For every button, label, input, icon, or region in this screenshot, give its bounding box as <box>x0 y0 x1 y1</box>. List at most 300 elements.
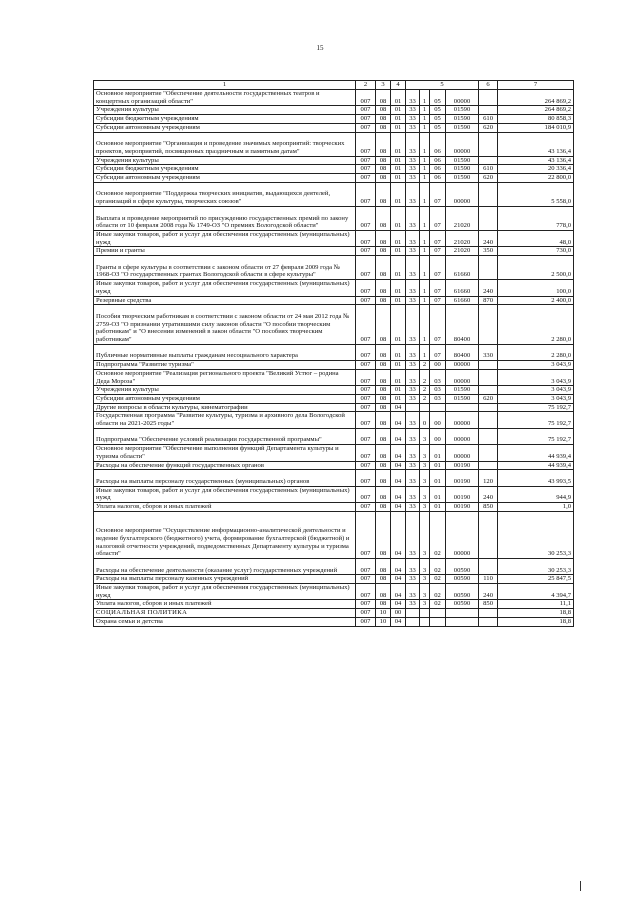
cell-section: 08 <box>376 600 391 609</box>
cell-subprogram: 2 <box>420 386 430 395</box>
cell-amount: 264 869,2 <box>498 106 574 115</box>
cell-section: 08 <box>376 575 391 584</box>
cell-subsection: 01 <box>391 230 406 246</box>
cell-expense-type <box>479 609 498 618</box>
table-row <box>94 428 574 444</box>
cell-direction: 00190 <box>446 503 479 512</box>
cell-amount: 20 336,4 <box>498 165 574 174</box>
cell-subprogram: 3 <box>420 503 430 512</box>
cell-section: 10 <box>376 609 391 618</box>
cell-measure <box>430 609 446 618</box>
cell-amount: 75 192,7 <box>498 403 574 412</box>
cell-subsection: 04 <box>391 486 406 502</box>
cell-program: 33 <box>406 156 420 165</box>
row-name: Другие вопросы в области культуры, кинематографии <box>94 403 356 412</box>
cell-subprogram: 1 <box>420 230 430 246</box>
cell-program: 33 <box>406 386 420 395</box>
cell-section: 08 <box>376 558 391 574</box>
table-row <box>94 584 574 600</box>
cell-amount: 75 192,7 <box>498 412 574 428</box>
table-row <box>94 609 574 618</box>
cell-ministry: 007 <box>356 369 376 385</box>
cell-program: 33 <box>406 361 420 370</box>
cell-amount: 18,8 <box>498 617 574 626</box>
cell-ministry: 007 <box>356 361 376 370</box>
cell-amount: 3 043,9 <box>498 394 574 403</box>
cell-expense-type <box>479 445 498 461</box>
cell-program: 33 <box>406 470 420 486</box>
cell-expense-type: 610 <box>479 165 498 174</box>
table-row <box>94 461 574 470</box>
row-name: Основное мероприятие "Организация и проведение значимых мероприятий: творческих проектов, мероприятий, посвященных праздничным и памятным датам" <box>94 132 356 156</box>
row-name: Основное мероприятие "Реализация регионального проекта "Великий Устюг – родина Деда Мороза" <box>94 369 356 385</box>
cell-subsection: 01 <box>391 369 406 385</box>
cell-amount: 11,1 <box>498 600 574 609</box>
cell-section: 08 <box>376 403 391 412</box>
cell-expense-type <box>479 428 498 444</box>
cell-amount: 1,0 <box>498 503 574 512</box>
cell-measure: 01 <box>430 486 446 502</box>
cell-measure: 03 <box>430 394 446 403</box>
cell-ministry: 007 <box>356 106 376 115</box>
cell-direction: 80400 <box>446 305 479 345</box>
cell-subsection: 01 <box>391 182 406 206</box>
table-row <box>94 305 574 345</box>
cell-program <box>406 617 420 626</box>
cell-program: 33 <box>406 486 420 502</box>
cell-section: 08 <box>376 445 391 461</box>
cell-program: 33 <box>406 280 420 296</box>
cell-subsection: 01 <box>391 247 406 256</box>
cell-subprogram: 1 <box>420 182 430 206</box>
cell-measure: 06 <box>430 165 446 174</box>
cell-ministry: 007 <box>356 174 376 183</box>
cell-measure: 05 <box>430 106 446 115</box>
cell-amount: 3 043,9 <box>498 386 574 395</box>
cell-subsection: 04 <box>391 403 406 412</box>
cell-subsection: 01 <box>391 132 406 156</box>
cell-expense-type: 350 <box>479 247 498 256</box>
cell-ministry: 007 <box>356 165 376 174</box>
cell-section: 08 <box>376 461 391 470</box>
cell-section: 08 <box>376 123 391 132</box>
row-name: Основное мероприятие "Обеспечение выполнения функций Департамента культуры и туризма области" <box>94 445 356 461</box>
cell-direction: 00000 <box>446 182 479 206</box>
cell-subprogram: 1 <box>420 106 430 115</box>
table-row <box>94 511 574 558</box>
cell-amount: 75 192,7 <box>498 428 574 444</box>
cell-subsection: 01 <box>391 305 406 345</box>
cell-section: 08 <box>376 106 391 115</box>
table-row <box>94 394 574 403</box>
cell-ministry: 007 <box>356 386 376 395</box>
cell-amount: 43 993,5 <box>498 470 574 486</box>
cell-measure: 07 <box>430 280 446 296</box>
header-cell: 1 <box>94 81 356 90</box>
cell-subsection: 04 <box>391 503 406 512</box>
cell-program: 33 <box>406 428 420 444</box>
cell-expense-type <box>479 206 498 230</box>
cell-subprogram: 1 <box>420 90 430 106</box>
table-row <box>94 412 574 428</box>
cell-program: 33 <box>406 230 420 246</box>
cell-expense-type <box>479 156 498 165</box>
cell-subsection: 01 <box>391 206 406 230</box>
cell-measure: 07 <box>430 344 446 360</box>
cell-subsection: 04 <box>391 412 406 428</box>
cell-subprogram: 3 <box>420 461 430 470</box>
cell-subprogram: 3 <box>420 558 430 574</box>
cell-amount: 3 043,9 <box>498 369 574 385</box>
cell-direction: 01590 <box>446 174 479 183</box>
cell-program: 33 <box>406 558 420 574</box>
cell-ministry: 007 <box>356 296 376 305</box>
cell-subprogram: 3 <box>420 428 430 444</box>
cell-ministry: 007 <box>356 344 376 360</box>
table-row <box>94 617 574 626</box>
cell-subsection: 01 <box>391 394 406 403</box>
cell-direction: 00190 <box>446 470 479 486</box>
cell-section: 08 <box>376 90 391 106</box>
cell-amount: 43 136,4 <box>498 156 574 165</box>
cell-amount: 184 010,9 <box>498 123 574 132</box>
cell-amount: 44 939,4 <box>498 445 574 461</box>
cell-ministry: 007 <box>356 280 376 296</box>
cell-program: 33 <box>406 247 420 256</box>
table-row <box>94 403 574 412</box>
budget-table <box>93 80 574 627</box>
cell-amount: 30 253,3 <box>498 558 574 574</box>
cell-measure: 06 <box>430 132 446 156</box>
cell-program: 33 <box>406 132 420 156</box>
cell-measure: 02 <box>430 558 446 574</box>
cell-program: 33 <box>406 115 420 124</box>
cell-program: 33 <box>406 206 420 230</box>
table-row <box>94 182 574 206</box>
cell-measure <box>430 617 446 626</box>
row-name: Основное мероприятие "Поддержка творческих инициатив, выдающихся деятелей, организаций в сфере культуры, творческих союзов" <box>94 182 356 206</box>
cell-amount: 30 253,3 <box>498 511 574 558</box>
cell-expense-type <box>479 361 498 370</box>
cell-program: 33 <box>406 503 420 512</box>
cell-measure: 00 <box>430 361 446 370</box>
cell-amount: 44 939,4 <box>498 461 574 470</box>
row-name: Учреждения культуры <box>94 386 356 395</box>
cell-subprogram: 2 <box>420 361 430 370</box>
cell-section: 08 <box>376 305 391 345</box>
cell-direction: 21020 <box>446 247 479 256</box>
cell-measure <box>430 403 446 412</box>
cell-measure: 07 <box>430 296 446 305</box>
cell-ministry: 007 <box>356 445 376 461</box>
cell-subprogram: 1 <box>420 305 430 345</box>
header-cell: 7 <box>498 81 574 90</box>
cell-subprogram: 1 <box>420 165 430 174</box>
cell-section: 08 <box>376 280 391 296</box>
cell-subprogram <box>420 609 430 618</box>
cell-section: 08 <box>376 256 391 280</box>
cell-program: 33 <box>406 511 420 558</box>
cell-program: 33 <box>406 305 420 345</box>
cell-measure: 03 <box>430 386 446 395</box>
cell-direction: 00000 <box>446 369 479 385</box>
row-name: Подпрограмма "Развитие туризма" <box>94 361 356 370</box>
cell-direction: 00000 <box>446 412 479 428</box>
cell-amount: 18,8 <box>498 609 574 618</box>
cell-measure: 01 <box>430 470 446 486</box>
cell-ministry: 007 <box>356 412 376 428</box>
cell-subsection: 04 <box>391 461 406 470</box>
cell-measure: 07 <box>430 247 446 256</box>
cell-measure: 05 <box>430 123 446 132</box>
cell-section: 08 <box>376 470 391 486</box>
cell-amount: 80 858,3 <box>498 115 574 124</box>
row-name: Иные закупки товаров, работ и услуг для обеспечения государственных (муниципальных) нужд <box>94 486 356 502</box>
cell-subprogram <box>420 403 430 412</box>
row-name: Публичные нормативные выплаты гражданам несоциального характера <box>94 344 356 360</box>
cell-expense-type <box>479 132 498 156</box>
cell-ministry: 007 <box>356 305 376 345</box>
cell-ministry: 007 <box>356 230 376 246</box>
row-name: Уплата налогов, сборов и иных платежей <box>94 600 356 609</box>
cell-program: 33 <box>406 369 420 385</box>
cell-subprogram: 1 <box>420 344 430 360</box>
cell-subsection: 00 <box>391 609 406 618</box>
cell-measure: 02 <box>430 511 446 558</box>
cell-expense-type <box>479 461 498 470</box>
table-row <box>94 106 574 115</box>
cell-program: 33 <box>406 394 420 403</box>
cell-subprogram: 3 <box>420 470 430 486</box>
cell-subprogram: 1 <box>420 247 430 256</box>
cell-expense-type <box>479 369 498 385</box>
cell-expense-type: 330 <box>479 344 498 360</box>
cell-expense-type <box>479 511 498 558</box>
cell-program: 33 <box>406 600 420 609</box>
cell-program: 33 <box>406 182 420 206</box>
cell-direction: 61660 <box>446 296 479 305</box>
cell-direction <box>446 617 479 626</box>
row-name: Пособия творческим работникам в соответствии с законом области от 24 мая 2012 года № 2759-ОЗ "О признании утратившими силу законов области "О пособии творческим работникам" и "О внесении изменений в закон области "О пособиях творческим работникам" <box>94 305 356 345</box>
cell-expense-type <box>479 403 498 412</box>
row-name: СОЦИАЛЬНАЯ ПОЛИТИКА <box>94 609 356 618</box>
cell-amount: 22 800,0 <box>498 174 574 183</box>
cell-direction: 61660 <box>446 280 479 296</box>
cell-ministry: 007 <box>356 584 376 600</box>
cell-section: 08 <box>376 503 391 512</box>
cell-ministry: 007 <box>356 503 376 512</box>
cell-program: 33 <box>406 165 420 174</box>
cell-amount: 2 500,0 <box>498 256 574 280</box>
row-name: Расходы на обеспечение функций государственных органов <box>94 461 356 470</box>
cell-section: 08 <box>376 132 391 156</box>
cell-subsection: 01 <box>391 165 406 174</box>
cell-direction <box>446 403 479 412</box>
row-name: Государственная программа "Развитие культуры, туризма и архивного дела Вологодской области на 2021-2025 годы" <box>94 412 356 428</box>
cell-measure: 02 <box>430 600 446 609</box>
cell-subprogram: 1 <box>420 156 430 165</box>
table-row <box>94 132 574 156</box>
cell-direction: 61660 <box>446 256 479 280</box>
cell-subsection: 01 <box>391 156 406 165</box>
cell-measure: 05 <box>430 90 446 106</box>
cell-subprogram: 1 <box>420 296 430 305</box>
cell-program: 33 <box>406 296 420 305</box>
table-row <box>94 600 574 609</box>
cell-program: 33 <box>406 90 420 106</box>
header-row <box>94 81 574 90</box>
cell-measure: 02 <box>430 584 446 600</box>
cell-direction: 01590 <box>446 386 479 395</box>
cell-section: 08 <box>376 156 391 165</box>
cell-subsection: 01 <box>391 296 406 305</box>
row-name: Выплата и проведение мероприятий по присуждению государственных премий по закону области от 10 февраля 2008 года № 1749-ОЗ "О премиях Вологодской области" <box>94 206 356 230</box>
cell-ministry: 007 <box>356 132 376 156</box>
cell-program <box>406 403 420 412</box>
cell-subprogram: 1 <box>420 206 430 230</box>
table-row <box>94 575 574 584</box>
cell-amount: 3 043,9 <box>498 361 574 370</box>
cell-subsection: 04 <box>391 511 406 558</box>
cell-ministry: 007 <box>356 256 376 280</box>
cell-ministry: 007 <box>356 461 376 470</box>
header-cell: 3 <box>376 81 391 90</box>
table-row <box>94 296 574 305</box>
cell-expense-type <box>479 256 498 280</box>
cell-subsection: 04 <box>391 445 406 461</box>
cell-subsection: 04 <box>391 575 406 584</box>
cell-ministry: 007 <box>356 617 376 626</box>
cell-section: 08 <box>376 344 391 360</box>
cell-direction: 00590 <box>446 575 479 584</box>
cell-measure: 07 <box>430 305 446 345</box>
cell-section: 08 <box>376 394 391 403</box>
cell-subsection: 01 <box>391 361 406 370</box>
cell-subsection: 04 <box>391 584 406 600</box>
cell-direction: 00590 <box>446 600 479 609</box>
cell-direction: 01590 <box>446 165 479 174</box>
cell-section: 08 <box>376 486 391 502</box>
cell-subprogram: 1 <box>420 174 430 183</box>
cell-direction: 21020 <box>446 206 479 230</box>
cell-direction: 00000 <box>446 90 479 106</box>
row-name: Резервные средства <box>94 296 356 305</box>
cell-expense-type <box>479 617 498 626</box>
cell-direction: 00190 <box>446 461 479 470</box>
cell-ministry: 007 <box>356 182 376 206</box>
cell-expense-type: 240 <box>479 230 498 246</box>
cell-amount: 264 869,2 <box>498 90 574 106</box>
row-name: Премии и гранты <box>94 247 356 256</box>
row-name: Иные закупки товаров, работ и услуг для обеспечения государственных (муниципальных) нужд <box>94 230 356 246</box>
cell-section: 08 <box>376 361 391 370</box>
cell-ministry: 007 <box>356 600 376 609</box>
cell-subprogram: 1 <box>420 280 430 296</box>
cell-section: 08 <box>376 511 391 558</box>
cell-section: 08 <box>376 174 391 183</box>
cell-ministry: 007 <box>356 123 376 132</box>
table-row <box>94 123 574 132</box>
cell-direction: 01590 <box>446 115 479 124</box>
cell-subprogram: 3 <box>420 584 430 600</box>
cell-expense-type <box>479 386 498 395</box>
cell-measure: 07 <box>430 230 446 246</box>
cell-expense-type: 240 <box>479 280 498 296</box>
cell-subsection: 01 <box>391 256 406 280</box>
cell-expense-type <box>479 305 498 345</box>
table-row <box>94 174 574 183</box>
cell-amount: 2 280,0 <box>498 305 574 345</box>
cell-program: 33 <box>406 575 420 584</box>
table-row <box>94 115 574 124</box>
cell-subsection: 04 <box>391 600 406 609</box>
cell-subprogram: 0 <box>420 412 430 428</box>
cell-subsection: 01 <box>391 106 406 115</box>
row-name: Основное мероприятие "Обеспечение деятельности государственных театров и концертных организаций области" <box>94 90 356 106</box>
cell-subprogram: 3 <box>420 486 430 502</box>
cell-direction: 21020 <box>446 230 479 246</box>
cell-expense-type <box>479 182 498 206</box>
cell-subsection: 04 <box>391 558 406 574</box>
cell-amount: 2 280,0 <box>498 344 574 360</box>
cell-section: 08 <box>376 230 391 246</box>
cell-subprogram: 1 <box>420 256 430 280</box>
cell-direction: 00000 <box>446 511 479 558</box>
cell-amount: 25 847,5 <box>498 575 574 584</box>
cell-section: 10 <box>376 617 391 626</box>
cell-amount: 43 136,4 <box>498 132 574 156</box>
cell-subprogram: 2 <box>420 369 430 385</box>
cell-program <box>406 609 420 618</box>
row-name: Подпрограмма "Обеспечение условий реализации государственной программы" <box>94 428 356 444</box>
cell-amount: 4 394,7 <box>498 584 574 600</box>
cell-subsection: 01 <box>391 123 406 132</box>
cell-program: 33 <box>406 174 420 183</box>
cell-ministry: 007 <box>356 206 376 230</box>
page-number: 15 <box>316 44 324 52</box>
cell-subprogram: 3 <box>420 445 430 461</box>
row-name: Расходы на выплаты персоналу казенных учреждений <box>94 575 356 584</box>
cell-subprogram: 3 <box>420 575 430 584</box>
cell-measure: 07 <box>430 182 446 206</box>
cell-subprogram: 3 <box>420 600 430 609</box>
cell-measure: 02 <box>430 575 446 584</box>
row-name: Субсидии автономным учреждениям <box>94 394 356 403</box>
cell-ministry: 007 <box>356 511 376 558</box>
cell-expense-type: 850 <box>479 600 498 609</box>
cell-amount: 100,0 <box>498 280 574 296</box>
cell-subprogram: 1 <box>420 123 430 132</box>
cell-ministry: 007 <box>356 486 376 502</box>
cell-ministry: 007 <box>356 90 376 106</box>
cell-direction: 00000 <box>446 445 479 461</box>
cell-expense-type: 620 <box>479 174 498 183</box>
cell-amount: 2 400,0 <box>498 296 574 305</box>
cell-expense-type: 850 <box>479 503 498 512</box>
cell-expense-type <box>479 412 498 428</box>
cell-program: 33 <box>406 412 420 428</box>
header-cell: 5 <box>406 81 479 90</box>
cell-subprogram: 1 <box>420 115 430 124</box>
cell-measure: 01 <box>430 461 446 470</box>
row-name: Иные закупки товаров, работ и услуг для обеспечения государственных (муниципальных) нужд <box>94 584 356 600</box>
cell-subsection: 04 <box>391 428 406 444</box>
cell-ministry: 007 <box>356 428 376 444</box>
cell-direction: 01590 <box>446 123 479 132</box>
cell-direction <box>446 609 479 618</box>
row-name: Основное мероприятие "Осуществление информационно-аналитической деятельности и ведение бухгалтерского (бюджетного) учета, формирование бухгалтерской (бюджетной) и налоговой отчетности учреждений, подведомственных Департаменту культуры и туризма области" <box>94 511 356 558</box>
cell-program: 33 <box>406 106 420 115</box>
